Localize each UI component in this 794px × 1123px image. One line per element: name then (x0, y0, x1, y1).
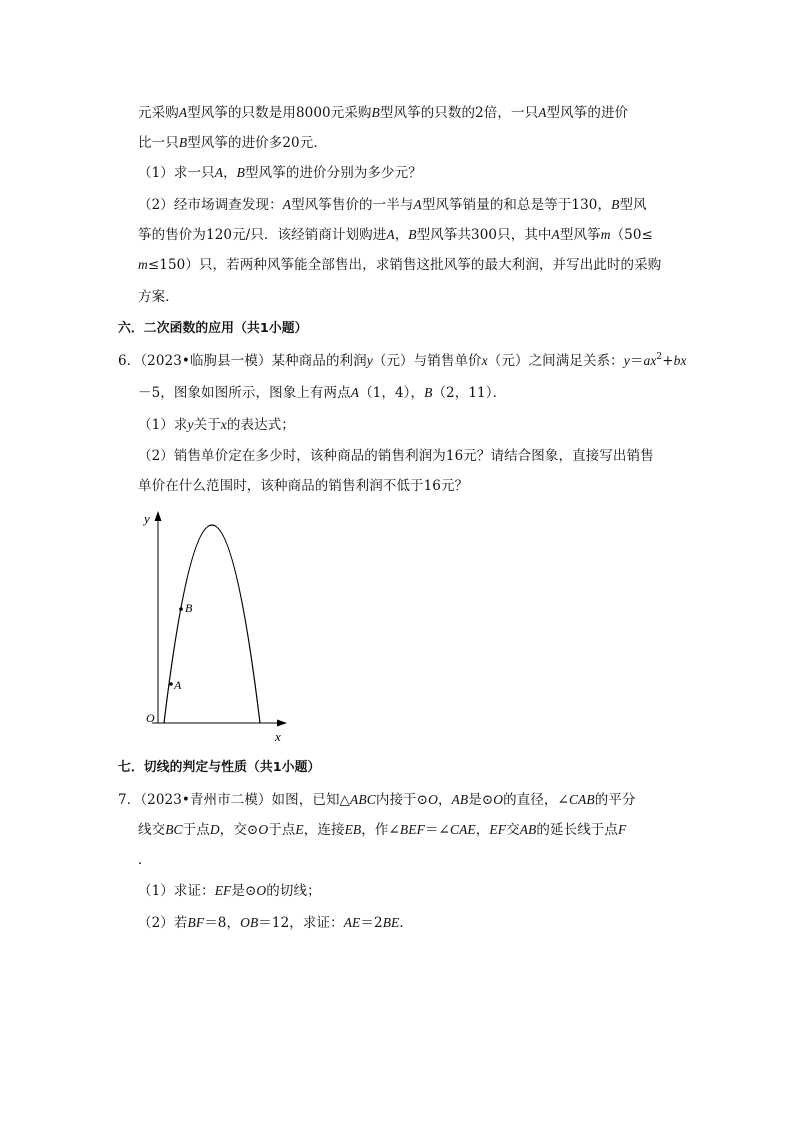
origin-label: O (146, 711, 155, 725)
x-axis-label: x (275, 729, 281, 744)
section6-title: 六．二次函数的应用（共1小题） (118, 321, 308, 336)
problem6-line1: 6．（2023•临朐县一模）某种商品的利润y（元）与销售单价x（元）之间满足关系：$y=ax^2+bx$ (118, 352, 687, 369)
problem5-question2-line4: 方案． (138, 289, 179, 305)
problem5-line1: 元采购A型风筝的只数是用8000元采购B型风筝的只数的2倍，一只A型风筝的进价 (138, 105, 629, 121)
parabola-curve (164, 525, 260, 723)
problem6-question1: （1）求y关于x的表达式； (138, 417, 295, 433)
section7-title: 七．切线的判定与性质（共1小题） (118, 760, 321, 775)
x-axis-arrow (277, 720, 287, 727)
problem6-question2-line1: （2）销售单价定在多少时，该种商品的销售利润为16元？请结合图象，直接写出销售 (138, 448, 654, 464)
point-a-label: A (174, 678, 182, 692)
point-b-dot (179, 607, 183, 611)
problem5-line2: 比一只B型风筝的进价多20元． (138, 135, 327, 151)
problem7-line1: 7．（2023•青州市二模）如图，已知△ABC内接于⊙O，AB是⊙O的直径，∠CAB的平分 (118, 792, 636, 808)
problem7-line2: 线交BC于点D，交⊙O于点E，连接EB，作∠BEF＝∠CAE，EF交AB的延长线于点F (138, 822, 627, 838)
problem5-question1: （1）求一只A，B型风筝的进价分别为多少元？ (138, 165, 422, 181)
problem6-line2: －5，图象如图所示，图象上有两点A（1，4），B（2，11）． (138, 385, 507, 401)
problem6-question2-line2: 单价在什么范围时，该种商品的销售利润不低于16元？ (138, 478, 469, 494)
problem7-line3: ． (138, 852, 152, 868)
point-b-label: B (185, 601, 193, 615)
problem5-question2-line2: 筝的售价为120元/只．该经销商计划购进A，B型风筝共300只，其中A型风筝m（50≤ (138, 227, 653, 243)
y-axis-label: y (144, 511, 150, 526)
y-axis-arrow (155, 511, 162, 521)
parabola-graph (130, 505, 300, 745)
problem5-question2-line1: （2）经市场调查发现：A型风筝售价的一半与A型风筝销量的和总是等于130，B型风 (138, 197, 647, 213)
point-a-dot (169, 682, 173, 686)
problem7-question1: （1）求证：EF是⊙O的切线； (138, 883, 321, 899)
problem7-question2: （2）若BF＝8，OB＝12，求证：AE＝2BE． (138, 915, 413, 931)
problem5-question2-line3: m≤150）只，若两种风筝能全部售出，求销售这批风筝的最大利润，并写出此时的采购 (138, 257, 662, 273)
